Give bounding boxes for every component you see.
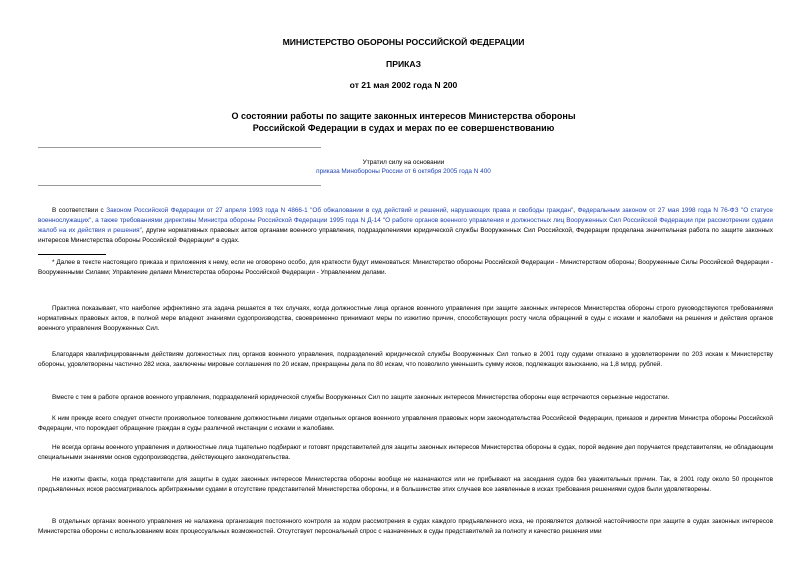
paragraph-text: Не всегда органы военного управления и должностные лица тщательно подбирают и готовят представителей для защиты законных интересов Министерства обороны в судах, порой ведение дел поручается представителям, не обладающим специальными знаниями основ судопроизводства, действующего законодательства. xyxy=(38,444,773,461)
intro-text-1: В соответствии с xyxy=(52,207,107,214)
paragraph-text: К ним прежде всего следует отнести произвольное толкование должностными лицами отдельных органов военного управления правовых норм законодательства Российской Федерации, приказов и директив Министра обороны Российской Федерации, что порождает обращение граждан в суды различной инстанции с исками и жалобами. xyxy=(38,415,773,432)
paragraph-text: Благодаря квалифицированным действиям должностных лиц органов военного управления, подразделений юридической службы Вооруженных Сил только в 2001 году судами отказано в удовлетворении по 203 искам к Министерству обороны, удовлетворены частично 282 иска, заключены мировые соглашения по 20 искам, прекращены дела по 80 искам, что позволило уменьшить сумму исков, подлежащих взысканию, на 1,8 млрд. рублей. xyxy=(38,351,773,368)
divider-bottom xyxy=(38,185,321,186)
paragraph-text: Практика показывает, что наиболее эффективно эта задача решается в тех случаях, когда должностные лица органов военного управления при защите законных интересов Министерства обороны строго руководствуются требованиями нормативных правовых актов, в полной мере владеют знаниями судопроизводства, своевременно принимают меры по изжитию причин, способствующих росту числа обращений в суды с исками и жалобами на решения и действия органов военного управления Вооруженных Сил. xyxy=(38,305,773,332)
paragraph-representatives xyxy=(38,443,773,463)
directive-d14-link[interactable]: , а также требованиями директивы Министра обороны Российской Федерации 1995 года N Д-14 "О работе органов военного управления и должностных лиц Вооруженных Сил Российской Федерации при рассмотрении судами жалоб на их действия и решения" xyxy=(38,216,773,234)
document-date-number: от 21 мая 2002 года N 200 xyxy=(349,80,458,90)
footnote xyxy=(38,258,773,278)
paragraph-intro xyxy=(38,206,773,246)
paragraph-practice xyxy=(38,304,773,334)
title-line-1: О состоянии работы по защите законных интересов Министерства обороны xyxy=(231,111,576,121)
law-4866-1-link[interactable]: Законом Российской Федерации от 27 апреля 1993 года N 4866-1 "Об обжаловании в суд действий и решений, нарушающих права и свободы граждан" xyxy=(106,207,574,214)
title-line-2: Российской Федерации в судах и мерах по ее совершенствованию xyxy=(252,123,555,133)
paragraph-absence xyxy=(38,475,773,495)
footnote-text: * Далее в тексте настоящего приказа и приложения к нему, если не оговорено особо, для краткости будут именоваться: Министерство обороны Российской Федерации - Министерством обороны; Вооруженные Силы Российской Федерации - Вооруженными Силами; Управление делами Министерства обороны Российской Федерации - Управлением делами. xyxy=(38,259,773,276)
federal-law-76-fz-link[interactable]: Федеральным законом от 27 мая 1998 года N 76-ФЗ "О статусе военнослужащих" xyxy=(38,207,773,224)
divider-top xyxy=(38,147,321,148)
footnote-divider xyxy=(38,254,106,255)
document-type: ПРИКАЗ xyxy=(386,59,421,69)
paragraph-text: Не изжиты факты, когда представители для защиты в судах законных интересов Министерства обороны вообще не назначаются или не прибывают на заседания судов без уважительных причин. Так, в 2001 году около 50 процентов предъявленных исков рассматривалось арбитражными судами в отсутствие представителей Министерства обороны, и в большинстве этих случаев все заявленные в исках требования решениями судов были удовлетворены. xyxy=(38,476,773,493)
repeal-order-link[interactable]: приказа Минобороны России от 6 октября 2005 года N 400 xyxy=(316,168,491,175)
paragraph-interpretation xyxy=(38,414,773,434)
paragraph-results xyxy=(38,350,773,370)
ministry-heading: МИНИСТЕРСТВО ОБОРОНЫ РОССИЙСКОЙ ФЕДЕРАЦИИ xyxy=(282,37,525,47)
paragraph-text: Вместе с тем в работе органов военного управления, подразделений юридической службы Вооруженных Сил по защите законных интересов Министерства обороны еще встречаются серьезные недостатки. xyxy=(52,394,670,401)
document-title xyxy=(0,110,807,134)
status-note xyxy=(0,158,807,176)
paragraph-control xyxy=(38,517,773,537)
intro-text-4: , другие нормативных правовых актов органами военного управления, подразделениями юридической службы Вооруженных Сил Российской, Федерации проделана значительная работа по защите законных интересов Министерства обороны Российской Федерации* в судах. xyxy=(38,226,773,244)
status-note-text: Утратил силу на основании xyxy=(362,159,445,166)
intro-text-2: , xyxy=(573,207,578,214)
paragraph-text: В отдельных органах военного управления не налажена организация постоянного контроля за ходом рассмотрения в судах каждого предъявленного иска, не проявляется должной настойчивости при защите в судах законных интересов Министерства обороны с использованием всех процессуальных возможностей. Отсутствует персональный спрос с назначенных в суды представителей за полноту и качество решения ими xyxy=(38,518,773,535)
paragraph-shortcomings xyxy=(38,393,773,403)
